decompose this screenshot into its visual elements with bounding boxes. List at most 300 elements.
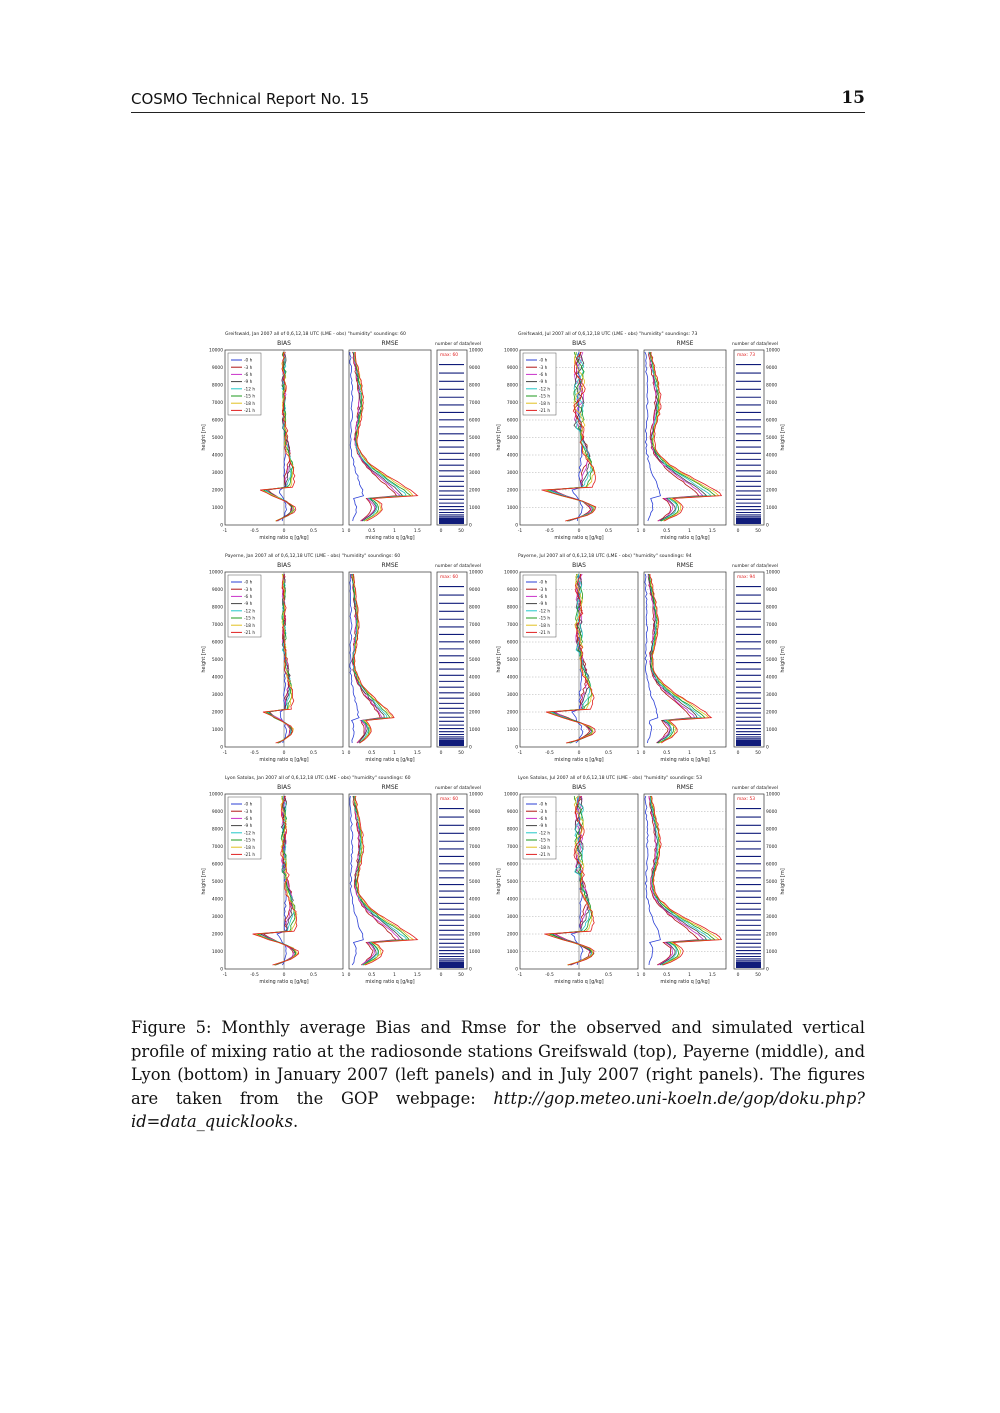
y-tick-label-right: 6000 [469, 640, 481, 646]
legend [523, 575, 556, 637]
rmse-panel-title: RMSE [676, 340, 694, 347]
bias-x-tick: 0.5 [310, 751, 317, 756]
y-axis-label-right: height [m] [780, 868, 786, 895]
legend-label: -12 h [539, 831, 551, 837]
count-x-tick: 50 [458, 751, 464, 756]
bias-x-tick: 0.5 [310, 529, 317, 534]
count-frame [734, 350, 764, 525]
y-axis-label: height [m] [496, 424, 502, 451]
legend-label: -3 h [539, 809, 548, 815]
y-tick-label: 10000 [209, 792, 223, 798]
figure-caption [131, 1016, 865, 1134]
y-tick-label-right: 4000 [469, 453, 481, 459]
legend-label: -15 h [244, 838, 256, 844]
legend-label: -6 h [244, 817, 253, 822]
legend [228, 575, 261, 637]
y-tick-label: 1000 [506, 506, 518, 512]
y-tick-label: 7000 [211, 845, 223, 851]
block-title: Payerne, Jul 2007 all of 0,6,12,18 UTC (LME - obs) "humidity" soundings: 94 [518, 554, 692, 559]
y-tick-label: 5000 [506, 436, 518, 442]
y-tick-label: 1000 [211, 950, 223, 956]
y-tick-label-right: 4000 [469, 675, 481, 681]
bias-panel-title: BIAS [277, 562, 291, 569]
rmse-x-tick: 1.5 [708, 973, 716, 978]
y-tick-label-right: 7000 [469, 401, 481, 407]
count-max-label: max: 73 [737, 353, 756, 358]
y-tick-label-right: 5000 [469, 880, 481, 886]
y-tick-label-right: 1000 [469, 506, 481, 512]
rmse-panel-title: RMSE [381, 340, 399, 347]
bias-x-tick: 1 [636, 751, 640, 756]
y-tick-label: 3000 [211, 693, 223, 699]
y-tick-label-right: 1000 [766, 728, 778, 734]
rmse-x-tick: 1 [688, 751, 691, 756]
count-max-label: max: 60 [440, 797, 459, 802]
y-tick-label: 10000 [504, 570, 518, 576]
count-bar-dense [439, 963, 464, 968]
legend-label: -6 h [244, 373, 253, 378]
bias-panel-title: BIAS [572, 784, 586, 791]
count-frame [734, 794, 764, 969]
y-tick-label: 3000 [506, 693, 518, 699]
rmse-x-label: mixing ratio q [g/kg] [365, 536, 415, 541]
y-tick-label: 6000 [211, 640, 223, 646]
y-tick-label-right: 2000 [766, 932, 778, 938]
bias-x-label: mixing ratio q [g/kg] [259, 536, 309, 541]
count-max-label: max: 60 [440, 353, 459, 358]
y-tick-label: 9000 [211, 588, 223, 594]
legend-label: -6 h [539, 373, 548, 378]
y-tick-label-right: 6000 [469, 418, 481, 424]
y-tick-label: 7000 [211, 401, 223, 407]
bias-x-label: mixing ratio q [g/kg] [554, 536, 604, 541]
y-tick-label-right: 2000 [469, 710, 481, 716]
rmse-x-tick: 0.5 [368, 751, 376, 756]
y-tick-label-right: 0 [469, 523, 472, 529]
y-tick-label: 4000 [211, 453, 223, 459]
rmse-x-tick: 0.5 [663, 973, 671, 978]
legend-label: -15 h [244, 616, 256, 622]
y-tick-label: 7000 [506, 401, 518, 407]
bias-panel-title: BIAS [277, 340, 291, 347]
rmse-panel-title: RMSE [676, 562, 694, 569]
legend-label: -12 h [539, 609, 551, 615]
legend-label: -18 h [244, 401, 256, 407]
count-x-tick: 0 [736, 751, 740, 756]
bias-x-tick: -0.5 [545, 529, 554, 534]
count-max-label: max: 94 [737, 575, 756, 580]
legend-label: -18 h [539, 401, 551, 407]
bias-x-tick: 0 [577, 973, 581, 978]
count-frame [437, 572, 467, 747]
y-tick-label: 0 [515, 523, 518, 529]
y-tick-label-right: 0 [766, 967, 769, 973]
y-tick-label: 5000 [506, 658, 518, 664]
y-tick-label-right: 0 [766, 745, 769, 751]
y-tick-label: 3000 [211, 471, 223, 477]
count-x-tick: 0 [736, 973, 740, 978]
y-tick-label: 0 [220, 523, 223, 529]
legend-label: -12 h [244, 387, 256, 393]
y-tick-label-right: 5000 [766, 658, 778, 664]
y-axis-label: height [m] [201, 646, 207, 673]
y-tick-label: 4000 [506, 897, 518, 903]
legend-label: -0 h [539, 580, 548, 586]
y-tick-label-right: 6000 [766, 640, 778, 646]
y-tick-label-right: 9000 [469, 588, 481, 594]
y-tick-label-right: 6000 [469, 862, 481, 868]
legend [523, 353, 556, 415]
legend-label: -18 h [539, 845, 551, 851]
block-title: Lyon Satolas, Jan 2007 all of 0,6,12,18 UTC (LME - obs) "humidity" soundings: 60 [225, 776, 411, 781]
rmse-x-label: mixing ratio q [g/kg] [660, 758, 710, 763]
legend-label: -9 h [244, 824, 253, 830]
caption-label: Figure 5: [131, 1018, 212, 1037]
legend-label: -3 h [244, 809, 253, 815]
bias-x-tick: 1 [341, 751, 345, 756]
y-tick-label: 4000 [506, 675, 518, 681]
figure-panel-block [496, 553, 786, 763]
y-tick-label-right: 10000 [766, 570, 780, 576]
y-axis-label: height [m] [496, 868, 502, 895]
block-title: Greifswald, Jul 2007 all of 0,6,12,18 UTC (LME - obs) "humidity" soundings: 73 [518, 332, 698, 337]
bias-x-tick: -0.5 [545, 973, 554, 978]
legend-label: -18 h [244, 845, 256, 851]
y-tick-label-right: 1000 [469, 728, 481, 734]
bias-x-tick: 0.5 [605, 751, 612, 756]
legend-label: -0 h [539, 358, 548, 364]
y-axis-label-right: height [m] [780, 424, 786, 451]
count-bar-dense [736, 963, 761, 968]
bias-panel-title: BIAS [277, 784, 291, 791]
legend-label: -21 h [539, 631, 551, 636]
y-tick-label-right: 7000 [766, 623, 778, 629]
y-tick-label-right: 3000 [469, 693, 481, 699]
legend-label: -3 h [539, 587, 548, 593]
rmse-x-tick: 0.5 [368, 973, 376, 978]
y-tick-label: 2000 [211, 932, 223, 938]
bias-x-tick: -0.5 [250, 529, 259, 534]
legend-label: -18 h [244, 623, 256, 629]
y-tick-label-right: 9000 [469, 366, 481, 372]
count-panel-title: number of data/level [435, 786, 481, 791]
y-tick-label: 5000 [506, 880, 518, 886]
legend-label: -15 h [539, 838, 551, 844]
y-tick-label: 5000 [211, 880, 223, 886]
y-axis-label: height [m] [201, 868, 207, 895]
count-frame [437, 794, 467, 969]
y-tick-label-right: 5000 [469, 658, 481, 664]
bias-x-tick: -1 [222, 973, 228, 978]
rmse-x-tick: 0 [642, 751, 646, 756]
y-tick-label-right: 8000 [469, 383, 481, 389]
y-tick-label: 9000 [506, 810, 518, 816]
count-frame [437, 350, 467, 525]
count-panel-title: number of data/level [732, 342, 778, 347]
rmse-frame [349, 794, 431, 969]
y-tick-label: 4000 [506, 453, 518, 459]
y-axis-label-right: height [m] [780, 646, 786, 673]
y-tick-label: 10000 [504, 348, 518, 354]
y-tick-label-right: 5000 [766, 436, 778, 442]
caption-text: Monthly average Bias and Rmse for the observed and simulated vertical profile of mixing ratio at the radiosonde stations Greifswald (top), Payerne (middle), and Lyon (bottom) in January 2007 (left panels) and in July 2007 (right panels). The figures are taken from the GOP webpage: [131, 1018, 865, 1108]
legend-label: -12 h [244, 609, 256, 615]
y-tick-label-right: 9000 [766, 366, 778, 372]
y-tick-label: 3000 [211, 915, 223, 921]
rmse-x-tick: 0 [642, 973, 646, 978]
rmse-x-tick: 1 [688, 973, 691, 978]
bias-x-tick: 0 [282, 973, 286, 978]
rmse-x-label: mixing ratio q [g/kg] [365, 758, 415, 763]
y-tick-label: 5000 [211, 658, 223, 664]
figure-5 [195, 325, 805, 990]
y-tick-label: 2000 [211, 488, 223, 494]
y-tick-label-right: 6000 [766, 418, 778, 424]
y-tick-label: 8000 [506, 827, 518, 833]
y-tick-label-right: 4000 [469, 897, 481, 903]
bias-x-tick: -0.5 [545, 751, 554, 756]
legend-label: -21 h [244, 409, 256, 414]
count-panel-title: number of data/level [435, 564, 481, 569]
bias-x-tick: -1 [222, 751, 228, 756]
y-tick-label: 7000 [506, 623, 518, 629]
y-tick-label-right: 2000 [766, 488, 778, 494]
count-x-tick: 0 [439, 973, 443, 978]
count-max-label: max: 60 [440, 575, 459, 580]
rmse-panel-title: RMSE [676, 784, 694, 791]
count-x-tick: 50 [458, 973, 464, 978]
bias-x-tick: -1 [517, 751, 523, 756]
legend-label: -9 h [539, 380, 548, 386]
y-axis-label: height [m] [496, 646, 502, 673]
y-tick-label-right: 5000 [766, 880, 778, 886]
y-tick-label-right: 10000 [766, 792, 780, 798]
count-x-tick: 50 [755, 529, 761, 534]
y-tick-label-right: 0 [469, 967, 472, 973]
count-x-tick: 50 [755, 751, 761, 756]
legend-label: -3 h [244, 587, 253, 593]
bias-x-tick: -1 [222, 529, 228, 534]
legend-label: -21 h [244, 631, 256, 636]
y-tick-label-right: 10000 [766, 348, 780, 354]
caption-end: . [292, 1112, 299, 1131]
count-panel-title: number of data/level [435, 342, 481, 347]
y-tick-label-right: 0 [766, 523, 769, 529]
legend-label: -21 h [244, 853, 256, 858]
y-tick-label: 2000 [211, 710, 223, 716]
y-tick-label: 10000 [209, 570, 223, 576]
legend [523, 797, 556, 859]
y-tick-label-right: 2000 [469, 932, 481, 938]
count-bar-dense [439, 519, 464, 524]
bias-x-tick: 1 [341, 973, 345, 978]
y-tick-label: 6000 [506, 418, 518, 424]
rmse-x-label: mixing ratio q [g/kg] [660, 980, 710, 985]
y-tick-label-right: 8000 [469, 827, 481, 833]
y-tick-label-right: 1000 [469, 950, 481, 956]
rmse-panel-title: RMSE [381, 562, 399, 569]
y-tick-label-right: 9000 [766, 810, 778, 816]
legend-label: -15 h [244, 394, 256, 400]
y-tick-label-right: 10000 [469, 792, 483, 798]
legend-label: -9 h [244, 602, 253, 608]
y-tick-label-right: 8000 [766, 827, 778, 833]
count-bar-dense [736, 519, 761, 524]
y-tick-label-right: 3000 [469, 471, 481, 477]
figure-panel-block [496, 775, 786, 985]
y-tick-label: 2000 [506, 932, 518, 938]
count-max-label: max: 53 [737, 797, 756, 802]
legend-label: -15 h [539, 616, 551, 622]
count-x-tick: 0 [736, 529, 740, 534]
y-tick-label: 8000 [506, 383, 518, 389]
rmse-x-tick: 1.5 [708, 529, 716, 534]
y-tick-label: 9000 [211, 366, 223, 372]
y-tick-label: 1000 [506, 728, 518, 734]
y-tick-label: 4000 [211, 675, 223, 681]
bias-x-tick: 0 [577, 529, 581, 534]
y-tick-label: 3000 [506, 471, 518, 477]
bias-x-tick: 1 [341, 529, 345, 534]
bias-x-tick: -0.5 [250, 973, 259, 978]
bias-x-tick: 0 [577, 751, 581, 756]
y-tick-label: 7000 [211, 623, 223, 629]
y-tick-label-right: 7000 [469, 845, 481, 851]
count-bar-dense [736, 741, 761, 746]
y-tick-label: 8000 [211, 827, 223, 833]
y-tick-label-right: 8000 [766, 383, 778, 389]
y-tick-label: 0 [220, 967, 223, 973]
rmse-x-tick: 1.5 [708, 751, 716, 756]
count-bar-dense [439, 741, 464, 746]
figure-panel-block [201, 553, 483, 763]
y-tick-label-right: 10000 [469, 348, 483, 354]
legend-label: -0 h [244, 580, 253, 586]
rmse-x-tick: 0 [347, 751, 351, 756]
y-tick-label-right: 8000 [469, 605, 481, 611]
report-title: COSMO Technical Report No. 15 [131, 90, 370, 108]
y-tick-label: 6000 [506, 862, 518, 868]
bias-x-tick: 1 [636, 973, 640, 978]
y-tick-label: 9000 [506, 366, 518, 372]
caption-url: http://gop.meteo.uni-koeln.de/gop/doku.php?id=data_quicklooks [131, 1088, 865, 1131]
legend-label: -0 h [244, 358, 253, 364]
y-tick-label: 0 [515, 967, 518, 973]
legend-label: -21 h [539, 409, 551, 414]
y-tick-label-right: 7000 [766, 401, 778, 407]
y-tick-label: 1000 [506, 950, 518, 956]
count-panel-title: number of data/level [732, 564, 778, 569]
bias-x-tick: 0.5 [310, 973, 317, 978]
block-title: Lyon Satolas, Jul 2007 all of 0,6,12,18 UTC (LME - obs) "humidity" soundings: 53 [518, 776, 703, 781]
rmse-x-tick: 1 [393, 529, 396, 534]
rmse-frame [349, 350, 431, 525]
legend-label: -3 h [539, 365, 548, 371]
y-tick-label: 7000 [506, 845, 518, 851]
bias-x-tick: 0.5 [605, 973, 612, 978]
y-tick-label: 2000 [506, 710, 518, 716]
bias-panel-title: BIAS [572, 562, 586, 569]
count-frame [734, 572, 764, 747]
legend-label: -15 h [539, 394, 551, 400]
y-tick-label-right: 1000 [766, 950, 778, 956]
bias-x-label: mixing ratio q [g/kg] [554, 758, 604, 763]
page-number: 15 [841, 88, 865, 108]
legend-label: -12 h [539, 387, 551, 393]
y-tick-label: 6000 [211, 862, 223, 868]
legend-label: -0 h [244, 802, 253, 808]
legend-label: -18 h [539, 623, 551, 629]
y-tick-label-right: 1000 [766, 506, 778, 512]
figure-panel-block [496, 331, 786, 541]
bias-x-label: mixing ratio q [g/kg] [259, 758, 309, 763]
y-tick-label: 0 [220, 745, 223, 751]
count-x-tick: 50 [755, 973, 761, 978]
y-tick-label-right: 3000 [469, 915, 481, 921]
y-tick-label: 9000 [211, 810, 223, 816]
bias-x-tick: 1 [636, 529, 640, 534]
block-title: Greifswald, Jan 2007 all of 0,6,12,18 UTC (LME - obs) "humidity" soundings: 60 [225, 332, 406, 337]
y-tick-label: 8000 [506, 605, 518, 611]
bias-x-tick: 0 [282, 751, 286, 756]
y-tick-label: 6000 [506, 640, 518, 646]
bias-x-tick: -0.5 [250, 751, 259, 756]
rmse-x-label: mixing ratio q [g/kg] [660, 536, 710, 541]
block-title: Payerne, Jan 2007 all of 0,6,12,18 UTC (LME - obs) "humidity" soundings: 60 [225, 554, 401, 559]
y-tick-label-right: 5000 [469, 436, 481, 442]
legend-label: -6 h [539, 817, 548, 822]
y-tick-label-right: 3000 [766, 471, 778, 477]
y-tick-label-right: 8000 [766, 605, 778, 611]
count-x-tick: 50 [458, 529, 464, 534]
y-tick-label: 10000 [504, 792, 518, 798]
y-tick-label-right: 4000 [766, 897, 778, 903]
legend-label: -6 h [539, 595, 548, 600]
rmse-x-tick: 1.5 [413, 751, 421, 756]
rmse-x-tick: 1 [393, 751, 396, 756]
figure-panel-block [201, 775, 483, 985]
y-tick-label: 6000 [211, 418, 223, 424]
y-tick-label: 4000 [211, 897, 223, 903]
bias-x-tick: -1 [517, 973, 523, 978]
count-x-tick: 0 [439, 751, 443, 756]
y-tick-label: 2000 [506, 488, 518, 494]
y-tick-label: 8000 [211, 605, 223, 611]
bias-x-label: mixing ratio q [g/kg] [554, 980, 604, 985]
rmse-x-tick: 1.5 [413, 973, 421, 978]
rmse-x-tick: 1 [393, 973, 396, 978]
y-tick-label-right: 7000 [766, 845, 778, 851]
rmse-x-tick: 0 [347, 529, 351, 534]
y-tick-label-right: 2000 [469, 488, 481, 494]
rmse-x-tick: 0.5 [368, 529, 376, 534]
count-x-tick: 0 [439, 529, 443, 534]
y-tick-label: 8000 [211, 383, 223, 389]
y-tick-label: 10000 [209, 348, 223, 354]
legend [228, 353, 261, 415]
legend-label: -9 h [244, 380, 253, 386]
y-tick-label: 0 [515, 745, 518, 751]
y-tick-label-right: 7000 [469, 623, 481, 629]
bias-x-tick: -1 [517, 529, 523, 534]
legend-label: -21 h [539, 853, 551, 858]
legend-label: -3 h [244, 365, 253, 371]
y-tick-label-right: 3000 [766, 915, 778, 921]
bias-x-tick: 0.5 [605, 529, 612, 534]
rmse-x-tick: 0 [642, 529, 646, 534]
legend-label: -9 h [539, 824, 548, 830]
y-tick-label-right: 0 [469, 745, 472, 751]
